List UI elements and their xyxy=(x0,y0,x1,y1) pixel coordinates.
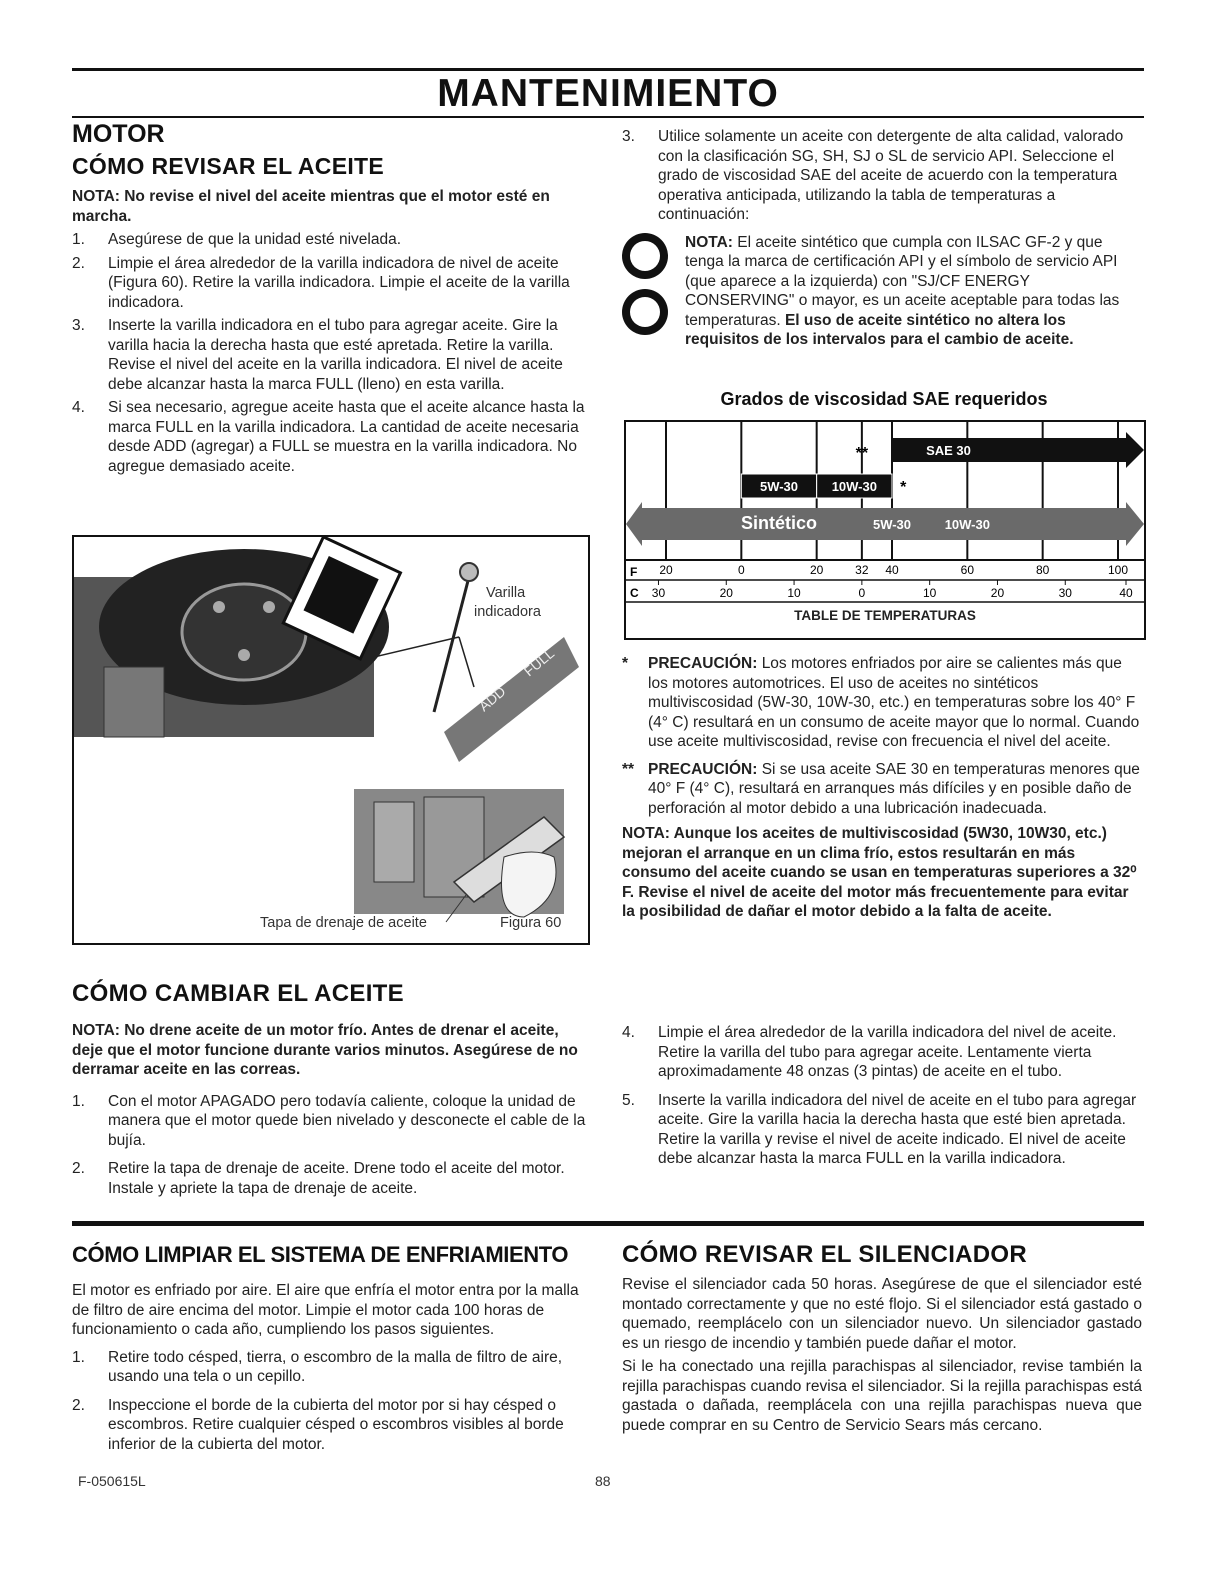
list-item: 3. Utilice solamente un aceite con detergente de alta calidad, valorado con la clasificación SG, SH, SJ o SL de servicio API. Seleccione el grado de viscosidad SAE del aceite de acuerdo con la temperatura operativa anticipada, utilizando la tabla de temperaturas a continuación: xyxy=(622,128,1124,223)
c-tick-label: 40 xyxy=(1119,586,1133,600)
muffler-section xyxy=(622,1241,1142,1435)
cautions xyxy=(622,654,1142,922)
list-item: 1. Asegúrese de que la unidad esté nivelada. xyxy=(72,231,401,248)
change-oil-heading: CÓMO CAMBIAR EL ACEITE xyxy=(72,980,404,1007)
c-tick-label: 20 xyxy=(990,586,1005,600)
multiviscosity-note: NOTA: Aunque los aceites de multiviscosidad (5W30, 10W30, etc.) mejoran el arranque en un clima frío, estos resultarán en más consumo del aceite cuando se usan en temperaturas superiores a 32⁰ F. Revise el nivel de aceite del motor más frecuentemente para evitar la posibilidad de dañar el motor debido a la falta de aceite. xyxy=(622,825,1137,920)
band-label: SAE 30 xyxy=(926,443,971,458)
oil-type-step xyxy=(622,127,1142,225)
dipstick-label-line1: Varilla xyxy=(486,585,526,601)
synthetic-note-text: NOTA: El aceite sintético que cumpla con ILSAC GF-2 y que tenga la marca de certificación API y el símbolo de servicio API (que aparece a la izquierda) con "SJ/CF ENERGY CONSERVING" o mayor, es un aceite aceptable para todas las temperaturas. El uso de aceite sintético no altera los requisitos de los intervalos para el cambio de aceite. xyxy=(685,233,1120,348)
band-label: 5W-30 xyxy=(759,479,799,494)
c-tick-label: 10 xyxy=(922,586,937,600)
page-number: 88 xyxy=(595,1473,611,1489)
c-tick-label: 10 xyxy=(787,586,801,600)
list-item: 1. Retire todo césped, tierra, o escombro de la malla de filtro de aire, usando una tela o un cepillo. xyxy=(72,1348,563,1385)
f-tick-label: 80 xyxy=(1035,563,1050,577)
f-tick-label: 32 xyxy=(855,563,869,577)
check-oil-note: NOTA: No revise el nivel del aceite mientras que el motor esté en marcha. xyxy=(72,188,550,225)
band-label: 10W-30 xyxy=(831,479,877,494)
api-certification-mark-icon xyxy=(622,289,668,335)
check-oil-steps xyxy=(72,230,590,476)
cooling-heading: CÓMO LIMPIAR EL SISTEMA DE ENFRIAMIENTO xyxy=(72,1242,569,1267)
f-tick-label: 100 xyxy=(1107,563,1129,577)
oil-type-section xyxy=(622,127,1142,350)
change-oil-steps xyxy=(72,1092,590,1199)
c-tick-label: 30 xyxy=(651,586,666,600)
f-tick-label: 20 xyxy=(809,563,824,577)
drain-cap-label: Tapa de drenaje de aceite xyxy=(260,915,427,931)
page-title: MANTENIMIENTO xyxy=(437,72,779,115)
f-tick-label: 40 xyxy=(885,563,899,577)
list-item: 4. Limpie el área alrededor de la varilla indicadora del nivel de aceite. Retire la varilla del tubo para agregar aceite. Lentamente vierta aproximadamente 48 onzas (3 pintas) de aceite en el tubo. xyxy=(622,1024,1117,1080)
f-tick-label: 0 xyxy=(737,563,745,577)
caution-single-star: * PRECAUCIÓN: Los motores enfriados por aire se calientes más que los motores automotrices. El uso de aceites no sintéticos multiviscosidad (5W-30, 10W-30, etc.) en temperaturas sobre los 40° F (4° C) resultará en un consumo de aceite mayor que lo normal. Cuando use aceite multiviscosidad, revise con frecuencia el nivel del aceite. xyxy=(622,655,1140,750)
figure-60 xyxy=(72,535,590,945)
scale-f-label: F xyxy=(630,565,638,579)
add-mark: ADD xyxy=(475,683,509,715)
check-oil-section xyxy=(72,120,590,480)
muffler-paragraph-2: Si le ha conectado una rejilla parachispas al silenciador, revise también la rejilla parachispas cuando revisa el silenciador. Si la rejilla parachispas está gastada o dañada, reemplácela con una rejilla parachispas nueva que puede comprar en su Centro de Servicio Sears más cercano. xyxy=(622,1358,1142,1434)
chart-title: Grados de viscosidad SAE requeridos xyxy=(720,389,1048,409)
section-divider xyxy=(72,1221,1144,1226)
synthetic-note xyxy=(622,233,1142,350)
chart-mark: ** xyxy=(855,445,869,462)
c-tick-label: 0 xyxy=(858,586,866,600)
scale-c-label: C xyxy=(630,586,639,600)
list-item: 2. Inspeccione el borde de la cubierta del motor por si hay césped o escombros. Retire cualquier césped o escombros visibles al borde inferior de la cubierta del motor. xyxy=(72,1396,564,1453)
viscosity-chart xyxy=(624,420,1146,640)
cooling-steps xyxy=(72,1348,590,1455)
api-service-symbol-icon xyxy=(622,233,668,279)
f-tick-label: 60 xyxy=(960,563,975,577)
api-badges xyxy=(622,233,677,350)
f-tick-label: 20 xyxy=(659,563,673,577)
cooling-section xyxy=(72,1241,590,1463)
change-oil-section xyxy=(72,980,590,1207)
add-oil-steps xyxy=(622,1023,1142,1169)
muffler-paragraph-1: Revise el silenciador cada 50 horas. Asegúrese de que el silenciador esté montado correctamente y que no esté flojo. Si el silenciador está gastado o quemado, reemplácelo con un silenciador nuevo. Un silenciador gastado es un riesgo de incendio y también puede dañar el motor. xyxy=(622,1276,1142,1352)
chart-xlabel: TABLE DE TEMPERATURAS xyxy=(794,608,976,623)
list-item: 2. Limpie el área alrededor de la varilla indicadora de nivel de aceite (Figura 60). Retire la varilla indicadora. Limpie el aceite de la varilla indicadora. xyxy=(72,254,570,311)
c-tick-label: 20 xyxy=(719,586,733,600)
dipstick-label-line2: indicadora xyxy=(474,604,541,620)
cooling-intro: El motor es enfriado por aire. El aire que enfría el motor entra por la malla de filtro de aire encima del motor. Limpie el motor cada 100 horas de funcionamiento o cada año, cumpliendo los pasos siguientes. xyxy=(72,1282,579,1338)
full-mark: FULL xyxy=(520,645,558,680)
viscosity-chart-svg xyxy=(626,422,1144,638)
title-rule xyxy=(72,116,1144,118)
band-sub-label: 10W-30 xyxy=(944,517,990,532)
motor-heading: MOTOR xyxy=(72,120,165,148)
list-item: 3. Inserte la varilla indicadora en el tubo para agregar aceite. Gire la varilla hacia la derecha hasta que esté apretada. Retire la varilla. Revise el nivel del aceite en la varilla indicadora. El nivel de aceite debe alcanzar hasta la marca FULL (lleno) en esta varilla. xyxy=(72,317,563,393)
chart-title-wrap xyxy=(624,390,1144,410)
change-oil-note: NOTA: No drene aceite de un motor frío. Antes de drenar el aceite, deje que el motor funcione durante varios minutos. Asegúrese de no derramar aceite en las correas. xyxy=(72,1022,578,1078)
list-item: 1. Con el motor APAGADO pero todavía caliente, coloque la unidad de manera que el motor quede bien nivelado y desconecte el cable de la bujía. xyxy=(72,1092,586,1149)
list-item: 5. Inserte la varilla indicadora del nivel de aceite en el tubo para agregar aceite. Gire la varilla hacia la derecha hasta que esté bien apretada. Retire la varilla y revise el nivel de aceite indicado. El nivel de aceite debe alcanzar hasta la marca FULL en la varilla indicadora. xyxy=(622,1091,1137,1167)
band-sub-label: 5W-30 xyxy=(872,517,912,532)
muffler-heading: CÓMO REVISAR EL SILENCIADOR xyxy=(622,1241,1028,1268)
band-label: Sintético xyxy=(740,513,818,533)
document-code: F-050615L xyxy=(78,1473,146,1489)
c-tick-label: 30 xyxy=(1058,586,1072,600)
figure-number: Figura 60 xyxy=(500,915,562,931)
list-item: 4. Si sea necesario, agregue aceite hasta que el aceite alcance hasta la marca FULL en la varilla indicadora. La cantidad de aceite necesaria desde ADD (agregar) a FULL se muestra en la varilla indicadora. No agregue demasiado aceite. xyxy=(72,399,585,475)
chart-mark: * xyxy=(900,479,907,496)
add-oil-section xyxy=(622,1023,1142,1178)
list-item: 2. Retire la tapa de drenaje de aceite. Drene todo el aceite del motor. Instale y apriete la tapa de drenaje de aceite. xyxy=(72,1160,565,1197)
check-oil-heading: CÓMO REVISAR EL ACEITE xyxy=(72,153,385,179)
caution-double-star: ** PRECAUCIÓN: Si se usa aceite SAE 30 en temperaturas menores que 40° F (4° C), resultará en arranques más difíciles y en posible daño de perforación al motor debido a una lubricación inadecuada. xyxy=(622,760,1140,817)
